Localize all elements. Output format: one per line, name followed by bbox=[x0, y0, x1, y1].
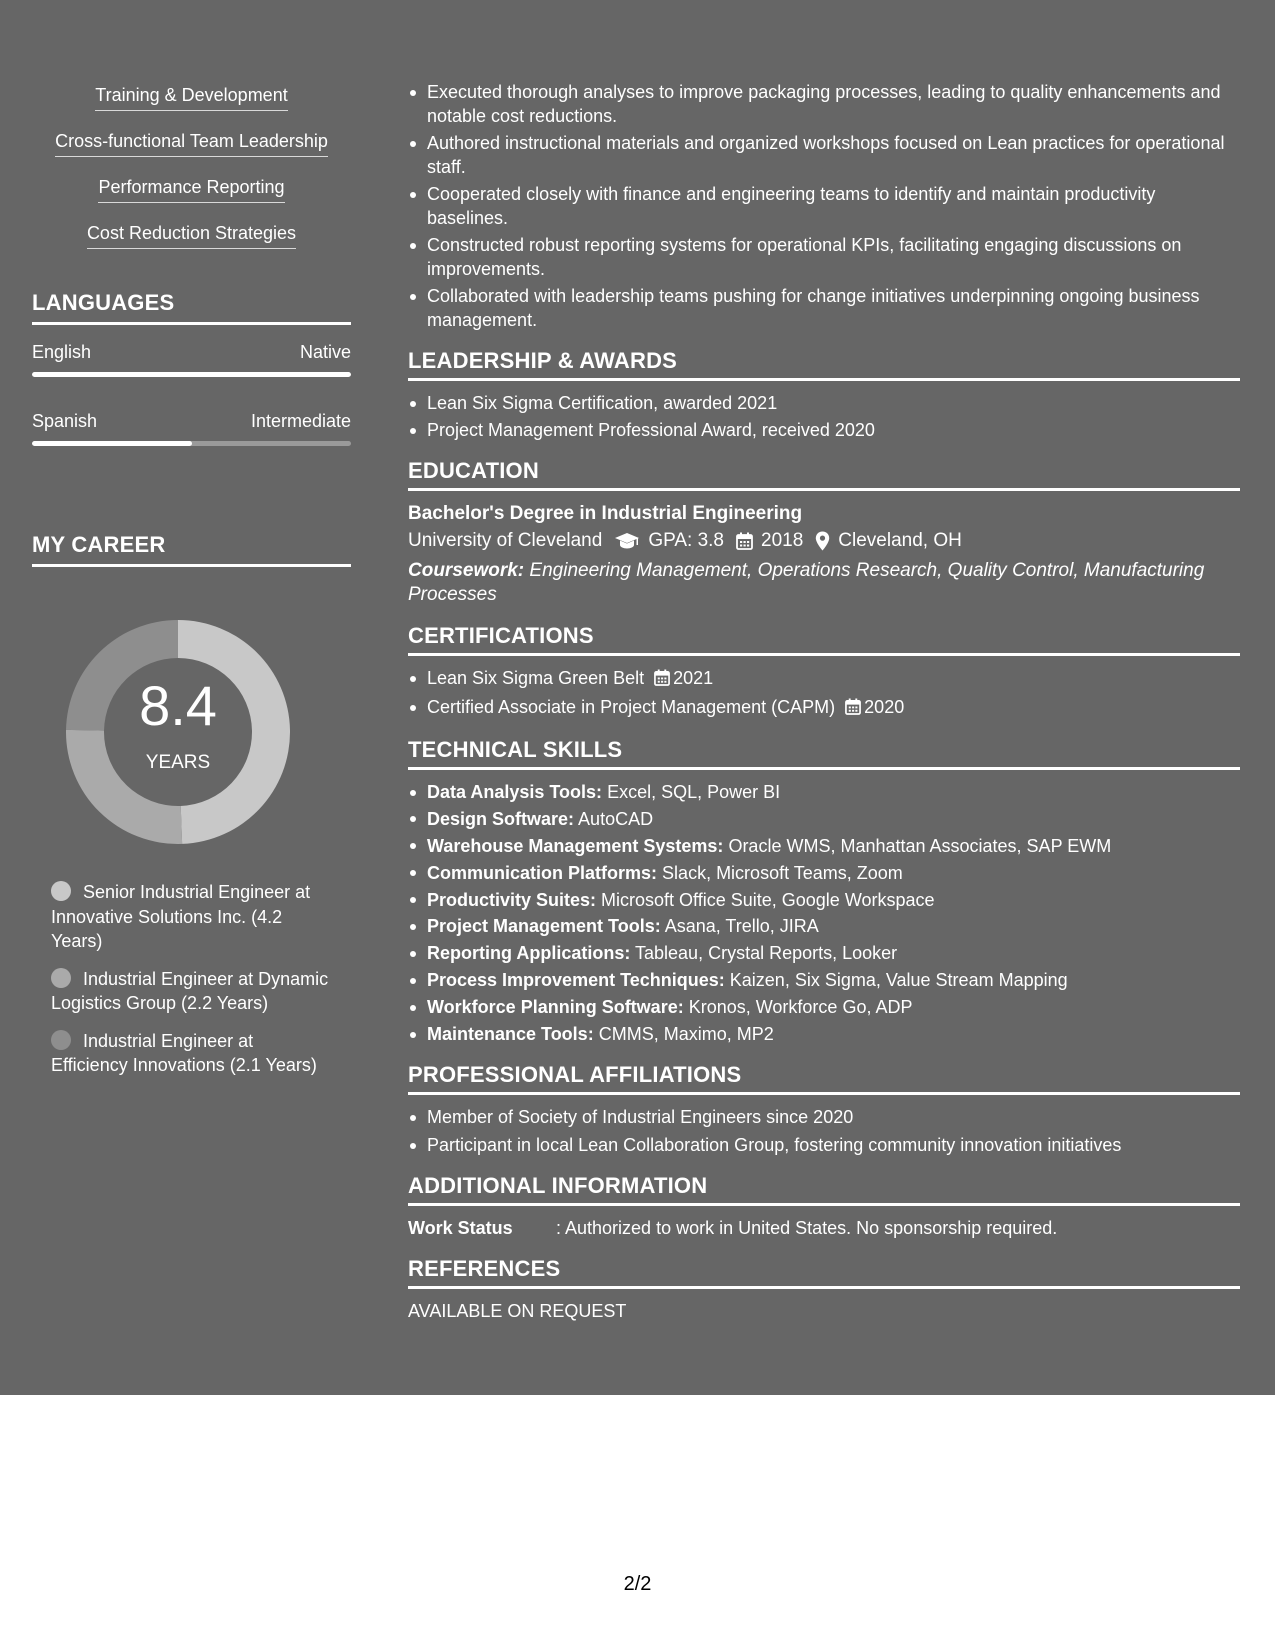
education-year: 2018 bbox=[761, 530, 804, 551]
list-item: Lean Six Sigma Certification, awarded 2021 bbox=[408, 391, 1240, 415]
career-role: Industrial Engineer at Dynamic Logistics Group (2.2 Years) bbox=[51, 968, 329, 1013]
education-location: Cleveland, OH bbox=[838, 530, 962, 551]
skill-values: Kaizen, Six Sigma, Value Stream Mapping bbox=[729, 970, 1068, 991]
skill-tag: Training & Development bbox=[95, 84, 287, 111]
skill-values: Slack, Microsoft Teams, Zoom bbox=[662, 862, 903, 883]
coursework-label: Coursework: bbox=[408, 560, 525, 581]
skill-category: Communication Platforms: bbox=[427, 862, 658, 883]
technical-skills-list bbox=[408, 780, 1240, 1046]
list-item bbox=[408, 941, 1240, 965]
calendar-icon bbox=[845, 697, 861, 721]
additional-info-heading: ADDITIONAL INFORMATION bbox=[408, 1173, 1240, 1206]
legend-dot bbox=[51, 881, 71, 901]
list-item: Participant in local Lean Collaboration Group, fostering community innovation initiatives bbox=[408, 1133, 1240, 1157]
skill-tags bbox=[32, 84, 351, 268]
skill-tag: Performance Reporting bbox=[98, 176, 284, 203]
skill-tag: Cross-functional Team Leadership bbox=[55, 130, 328, 157]
skill-values: CMMS, Maximo, MP2 bbox=[598, 1024, 774, 1045]
list-item: Project Management Professional Award, received 2020 bbox=[408, 418, 1240, 442]
skill-values: Excel, SQL, Power BI bbox=[607, 782, 781, 802]
career-total-years: 8.4 bbox=[139, 674, 217, 737]
skill-category: Reporting Applications: bbox=[427, 943, 631, 964]
skill-category: Project Management Tools: bbox=[427, 916, 661, 937]
skill-values: Tableau, Crystal Reports, Looker bbox=[635, 943, 898, 964]
list-item bbox=[408, 666, 1240, 692]
language-proficiency-bar bbox=[32, 441, 351, 446]
list-item bbox=[408, 1022, 1240, 1046]
skill-category: Productivity Suites: bbox=[427, 889, 597, 910]
list-item bbox=[408, 834, 1240, 858]
leadership-list bbox=[408, 391, 1240, 442]
affiliations-heading: PROFESSIONAL AFFILIATIONS bbox=[408, 1062, 1240, 1095]
list-item bbox=[408, 695, 1240, 721]
skill-category: Maintenance Tools: bbox=[427, 1024, 594, 1045]
experience-bullets bbox=[408, 80, 1240, 332]
references-heading: REFERENCES bbox=[408, 1256, 1240, 1289]
certifications-heading: CERTIFICATIONS bbox=[408, 623, 1240, 656]
list-item: Member of Society of Industrial Engineers since 2020 bbox=[408, 1105, 1240, 1129]
career-legend-item bbox=[51, 1029, 331, 1078]
donut-segment-1 bbox=[66, 730, 182, 844]
career-role: Industrial Engineer at Efficiency Innovations (2.1 Years) bbox=[51, 1030, 317, 1075]
certifications-list bbox=[408, 666, 1240, 721]
list-item: Constructed robust reporting systems for operational KPIs, facilitating engaging discussions on improvements. bbox=[408, 233, 1240, 281]
affiliations-list bbox=[408, 1105, 1240, 1157]
list-item bbox=[408, 968, 1240, 992]
career-heading: MY CAREER bbox=[32, 532, 351, 567]
career-legend bbox=[51, 880, 331, 1091]
career-total-unit: YEARS bbox=[145, 752, 211, 773]
work-status-row bbox=[408, 1216, 1240, 1240]
work-status-label: Work Status bbox=[408, 1218, 513, 1239]
skill-category: Process Improvement Techniques: bbox=[427, 970, 725, 991]
technical-skills-heading: TECHNICAL SKILLS bbox=[408, 737, 1240, 770]
list-item bbox=[408, 888, 1240, 912]
legend-dot bbox=[51, 968, 71, 988]
list-item bbox=[408, 914, 1240, 938]
education-details bbox=[408, 527, 1240, 555]
coursework-value: Engineering Management, Operations Research, Quality Control, Manufacturing Processes bbox=[408, 560, 1205, 605]
certification-name: Certified Associate in Project Management (CAPM) bbox=[427, 697, 836, 717]
page-number: 2/2 bbox=[623, 1573, 652, 1595]
list-item: Executed thorough analyses to improve packaging processes, leading to quality enhancements and notable cost reductions. bbox=[408, 80, 1240, 128]
language-proficiency-fill bbox=[32, 372, 351, 377]
list-item: Authored instructional materials and organized workshops focused on Lean practices for operational staff. bbox=[408, 131, 1240, 179]
language-level: Intermediate bbox=[250, 411, 351, 431]
list-item bbox=[408, 861, 1240, 885]
education-school: University of Cleveland bbox=[408, 530, 603, 551]
calendar-icon bbox=[654, 668, 670, 692]
language-proficiency-bar bbox=[32, 372, 351, 377]
list-item bbox=[408, 780, 1240, 804]
education-coursework bbox=[408, 559, 1240, 607]
language-proficiency-fill bbox=[32, 441, 192, 446]
skill-category: Warehouse Management Systems: bbox=[427, 835, 724, 856]
certification-name: Lean Six Sigma Green Belt bbox=[427, 668, 645, 688]
skill-values: Asana, Trello, JIRA bbox=[664, 916, 819, 937]
language-name: English bbox=[32, 342, 92, 362]
education-gpa: GPA: 3.8 bbox=[648, 530, 724, 551]
leadership-heading: LEADERSHIP & AWARDS bbox=[408, 348, 1240, 381]
skill-category: Data Analysis Tools: bbox=[427, 782, 603, 802]
certification-year: 2020 bbox=[864, 697, 905, 717]
skill-category: Workforce Planning Software: bbox=[427, 997, 684, 1018]
list-item: Collaborated with leadership teams pushing for change initiatives underpinning ongoing business management. bbox=[408, 284, 1240, 332]
list-item bbox=[408, 995, 1240, 1019]
skill-category: Design Software: bbox=[427, 808, 575, 829]
skill-values: Microsoft Office Suite, Google Workspace bbox=[601, 889, 935, 910]
map-pin-icon bbox=[815, 531, 830, 551]
skill-values: Oracle WMS, Manhattan Associates, SAP EWM bbox=[728, 835, 1112, 856]
right-column bbox=[408, 80, 1240, 1323]
languages-heading: LANGUAGES bbox=[32, 290, 351, 325]
list-item: Cooperated closely with finance and engineering teams to identify and maintain productivity baselines. bbox=[408, 182, 1240, 230]
legend-dot bbox=[51, 1030, 71, 1050]
career-role: Senior Industrial Engineer at Innovative Solutions Inc. (4.2 Years) bbox=[51, 882, 311, 951]
calendar-icon bbox=[736, 532, 753, 550]
references-text: AVAILABLE ON REQUEST bbox=[408, 1301, 627, 1322]
career-legend-item bbox=[51, 880, 331, 954]
language-level: Native bbox=[299, 342, 351, 362]
career-legend-item bbox=[51, 967, 331, 1016]
language-name: Spanish bbox=[32, 411, 98, 431]
skill-values: Kronos, Workforce Go, ADP bbox=[688, 997, 913, 1018]
work-status-value: : Authorized to work in United States. No sponsorship required. bbox=[556, 1218, 1058, 1239]
graduation-cap-icon bbox=[614, 532, 640, 550]
skill-tag: Cost Reduction Strategies bbox=[87, 222, 296, 249]
list-item bbox=[408, 807, 1240, 831]
education-degree: Bachelor's Degree in Industrial Engineering bbox=[408, 503, 803, 524]
career-donut-chart bbox=[66, 620, 290, 844]
education-heading: EDUCATION bbox=[408, 458, 1240, 491]
certification-year: 2021 bbox=[673, 668, 714, 688]
skill-values: AutoCAD bbox=[578, 808, 654, 829]
